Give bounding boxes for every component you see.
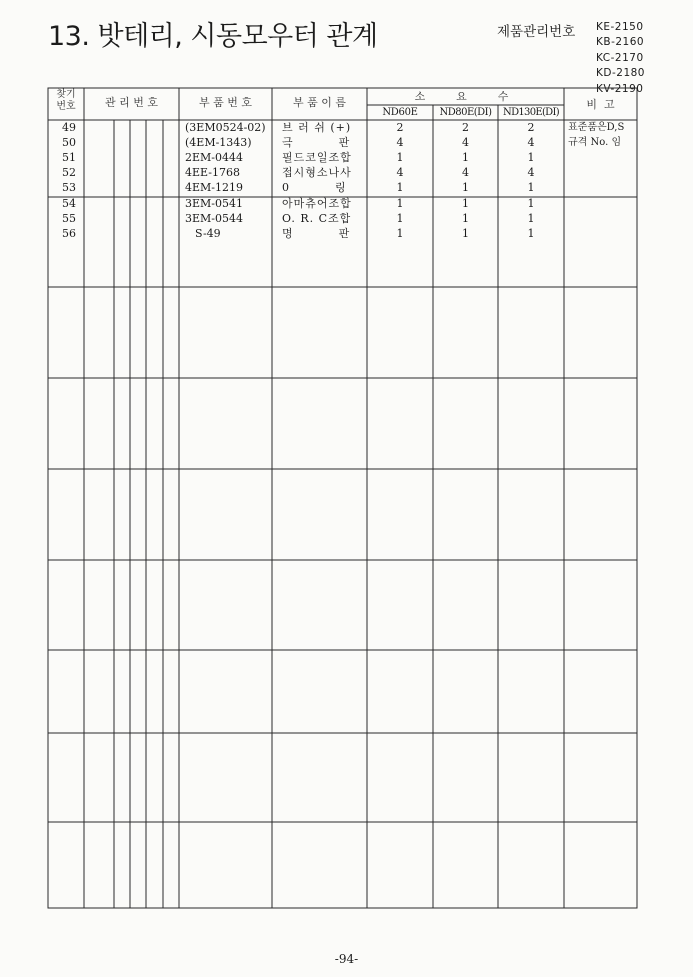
row-qty-nd130e: 1 (527, 196, 535, 210)
row-remark: 표준품은D,S (568, 122, 625, 133)
model-code: KB-2160 (596, 36, 645, 49)
row-ref-no: 55 (62, 211, 76, 225)
row-qty-nd130e: 1 (527, 211, 535, 225)
row-remark: 규격 No. 임 (568, 137, 622, 149)
model-code: KD-2180 (596, 67, 645, 80)
row-ref-no: 56 (62, 226, 76, 240)
row-qty-nd80e: 1 (462, 196, 469, 210)
row-part-name: 극 판 (282, 136, 351, 150)
row-qty-nd60e: 1 (396, 181, 404, 195)
row-qty-nd80e: 1 (462, 181, 469, 195)
row-qty-nd130e: 2 (527, 121, 535, 134)
header-qty-nd60e: ND60E (382, 107, 418, 118)
model-code: KC-2170 (596, 51, 644, 64)
row-qty-nd80e: 2 (462, 121, 469, 134)
row-qty-nd80e: 1 (462, 151, 469, 165)
row-qty-nd60e: 4 (396, 166, 404, 180)
row-qty-nd80e: 4 (462, 136, 469, 150)
row-part-name: 0 링 (282, 181, 347, 195)
row-part-name: 접시형소나사 (282, 166, 352, 180)
row-qty-nd80e: 1 (462, 211, 469, 225)
header-part-name: 부 품 이 름 (293, 96, 346, 109)
row-qty-nd60e: 1 (396, 211, 404, 225)
row-part-no: (4EM-1343) (185, 136, 252, 150)
row-qty-nd60e: 4 (396, 136, 404, 150)
header-ref-no-line2: 번호 (56, 101, 76, 112)
row-ref-no: 53 (62, 181, 76, 195)
header-ref-no (48, 89, 84, 113)
row-qty-nd60e: 1 (396, 226, 404, 240)
row-qty-nd130e: 1 (527, 226, 535, 240)
model-code: KE-2150 (596, 21, 644, 33)
row-part-name: 브 러 쉬 (+) (282, 121, 352, 134)
header-qty-nd80e: ND80E(DI) (439, 107, 492, 118)
header-ref-no-line1: 찾기 (56, 89, 76, 100)
page-title: 13. 밧테리, 시동모우터 관계 (48, 21, 378, 52)
row-ref-no: 54 (62, 196, 76, 210)
row-part-name: 명 판 (282, 226, 351, 240)
row-ref-no: 51 (62, 151, 76, 165)
row-ref-no: 49 (62, 121, 76, 134)
row-ref-no: 50 (62, 136, 76, 150)
header-part-no: 부 품 번 호 (199, 96, 252, 109)
row-part-no: 4EE-1768 (185, 166, 240, 180)
row-qty-nd60e: 2 (396, 121, 404, 134)
header-mgmt-no: 관 리 번 호 (105, 96, 158, 109)
row-part-name: 아마츄어조합 (282, 196, 352, 210)
header-remarks: 비 고 (586, 98, 615, 111)
header-qty-group: 소 요 수 (414, 90, 517, 103)
row-qty-nd80e: 4 (462, 166, 469, 180)
product-management-label: 제품관리번호 (497, 24, 576, 40)
page-number: -94- (334, 952, 359, 966)
row-qty-nd60e: 1 (396, 151, 404, 165)
row-part-no: 4EM-1219 (185, 181, 244, 195)
row-part-no: 3EM-0541 (185, 196, 244, 210)
row-part-no: 2EM-0444 (185, 151, 244, 165)
row-ref-no: 52 (62, 166, 76, 180)
row-part-no: (3EM0524-02) (185, 121, 266, 134)
row-qty-nd130e: 1 (527, 151, 535, 165)
row-part-name: O. R. C조합 (282, 211, 352, 225)
row-qty-nd130e: 1 (527, 181, 535, 195)
row-qty-nd130e: 4 (527, 136, 535, 150)
row-part-no: 3EM-0544 (185, 211, 244, 225)
model-code: KV-2190 (596, 82, 644, 95)
row-part-no: S-49 (195, 226, 221, 240)
row-qty-nd130e: 4 (527, 166, 535, 180)
header-qty-nd130e: ND130E(DI) (503, 107, 559, 118)
row-qty-nd60e: 1 (396, 196, 404, 210)
row-qty-nd80e: 1 (462, 226, 469, 240)
row-part-name: 필드코일조합 (282, 151, 352, 165)
